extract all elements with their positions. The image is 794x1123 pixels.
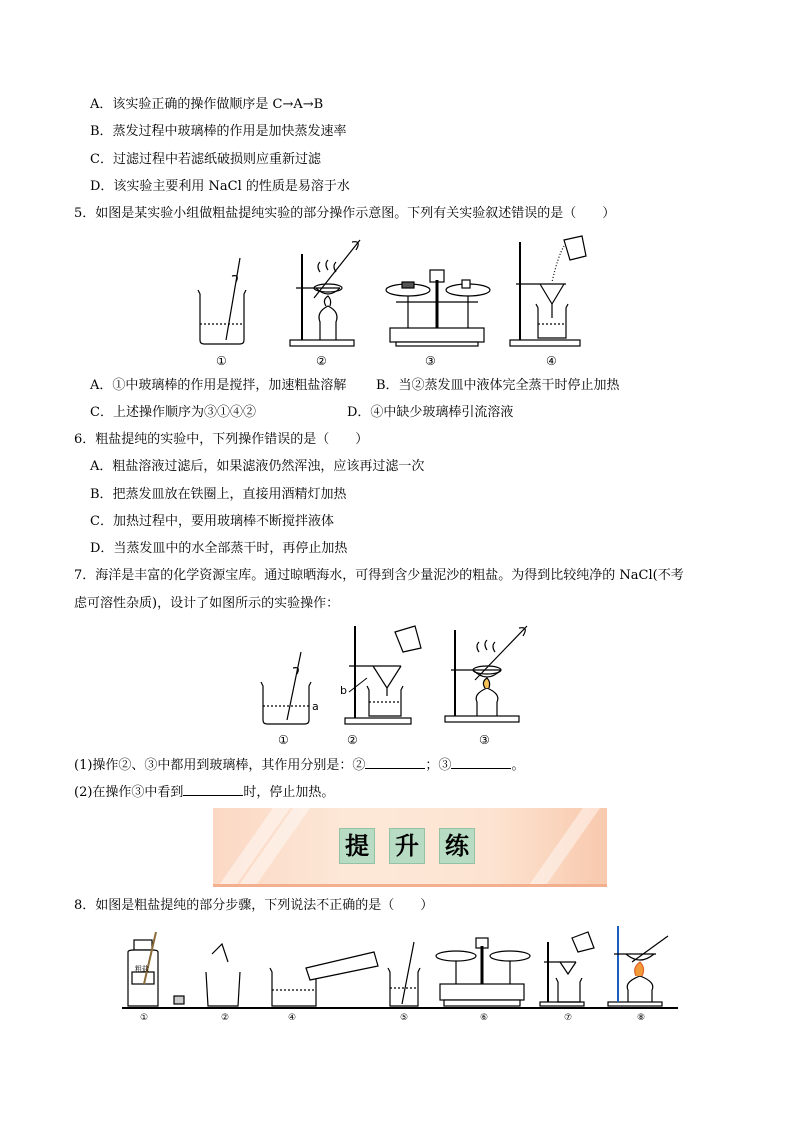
q8-figure-label-4: ④: [288, 1013, 297, 1023]
q8-balance: [436, 938, 530, 1006]
banner-stripe: [517, 808, 603, 887]
q7-sub2-prefix: (2)在操作③中看到: [74, 785, 184, 800]
q5-option-c: C．上述操作顺序为③①④②: [90, 405, 256, 420]
q4-option-b: B．蒸发过程中玻璃棒的作用是加快蒸发速率: [90, 124, 347, 139]
q7-figure-label-2: ②: [347, 733, 358, 747]
q5-figure-label-4: ④: [546, 354, 557, 368]
q8-evaporation: [608, 926, 668, 1006]
balance-apparatus: [386, 270, 490, 346]
q7-filtration-apparatus: [345, 626, 421, 724]
q4-option-a: A．该实验正确的操作做顺序是 C→A→B: [90, 97, 324, 112]
q7-mark-b: b: [340, 684, 347, 697]
banner-char-3: 练: [439, 828, 475, 864]
q8-jar-label: 粗盐: [135, 965, 149, 973]
q8-apparatus-drawing: [120, 922, 680, 1022]
q7-sub-question-2: [74, 783, 334, 802]
beaker-and-cylinder: [270, 952, 378, 1006]
q7-sub1-blank-3[interactable]: [451, 756, 511, 769]
q5-figure-label-2: ②: [316, 354, 327, 368]
q6-option-c: C．加热过程中，要用玻璃棒不断搅拌液体: [90, 514, 334, 529]
q7-figure-label-1: ①: [278, 733, 289, 747]
q7-sub-question-1: [74, 756, 524, 775]
q5-apparatus-drawing: [190, 232, 590, 372]
beaker-stir-apparatus: [198, 258, 246, 344]
q7-sub1-prefix: (1)操作②、③中都用到玻璃棒，其作用分别是：②: [74, 758, 366, 773]
weighing-cup: [206, 944, 240, 1006]
q5-stem: 5．如图是某实验小组做粗盐提纯实验的部分操作示意图。下列有关实验叙述错误的是（ ）: [74, 206, 616, 221]
filtration-apparatus: [510, 236, 586, 346]
q8-figure-label-5: ⑤: [400, 1013, 409, 1023]
q8-figure-label-7: ⑦: [564, 1013, 573, 1023]
q5-figure-label-1: ①: [216, 354, 227, 368]
q7-sub1-mid: ；③: [425, 758, 452, 773]
q5-option-a: A．①中玻璃棒的作用是搅拌，加速粗盐溶解: [90, 378, 347, 393]
q7-sub1-blank-2[interactable]: [365, 756, 425, 769]
q8-stem: 8．如图是粗盐提纯的部分步骤，下列说法不正确的是（ ）: [74, 898, 434, 913]
q7-evaporation-apparatus: [445, 626, 527, 722]
q7-sub1-end: 。: [511, 758, 525, 773]
q7-figure: [255, 622, 545, 732]
q7-sub2-end: 时，停止加热。: [243, 785, 335, 800]
banner-char-1: 提: [339, 828, 375, 864]
practice-banner: [213, 808, 607, 887]
q8-figure-label-1: ①: [140, 1013, 149, 1023]
q7-figure-label-3: ③: [479, 733, 490, 747]
q6-stem: 6．粗盐提纯的实验中，下列操作错误的是（ ）: [74, 432, 369, 447]
stirring-beaker: [388, 942, 420, 1006]
q5-option-d: D．④中缺少玻璃棒引流溶液: [347, 405, 514, 420]
q5-option-b: B．当②蒸发皿中液体完全蒸干时停止加热: [376, 378, 620, 393]
q7-stem-line2: 虑可溶性杂质)，设计了如图所示的实验操作：: [74, 596, 340, 611]
evaporation-apparatus: [290, 240, 360, 346]
q7-beaker-apparatus: [261, 652, 311, 724]
q7-sub2-blank[interactable]: [183, 783, 243, 796]
banner-char-2: 升: [389, 828, 425, 864]
q6-option-b: B．把蒸发皿放在铁圈上，直接用酒精灯加热: [90, 487, 347, 502]
q8-figure-label-8: ⑧: [637, 1013, 646, 1023]
q4-option-c: C．过滤过程中若滤纸破损则应重新过滤: [90, 152, 321, 167]
q8-figure-label-2: ②: [221, 1013, 230, 1023]
q5-figure: [190, 232, 590, 372]
q4-option-d: D．该实验主要利用 NaCl 的性质是易溶于水: [90, 179, 350, 194]
q8-figure: [120, 922, 680, 1022]
q8-figure-label-6: ⑥: [480, 1013, 489, 1023]
q5-figure-label-3: ③: [425, 354, 436, 368]
q6-option-d: D．当蒸发皿中的水全部蒸干时，再停止加热: [90, 541, 348, 556]
q7-stem-line1: 7．海洋是丰富的化学资源宝库。通过晾晒海水，可得到含少量泥沙的粗盐。为得到比较纯净的 NaCl(不考: [74, 568, 684, 583]
q8-filtration: [540, 932, 594, 1006]
q7-apparatus-drawing: [255, 622, 545, 732]
q6-option-a: A．粗盐溶液过滤后，如果滤液仍然浑浊，应该再过滤一次: [90, 459, 425, 474]
q7-mark-a: a: [312, 700, 319, 713]
